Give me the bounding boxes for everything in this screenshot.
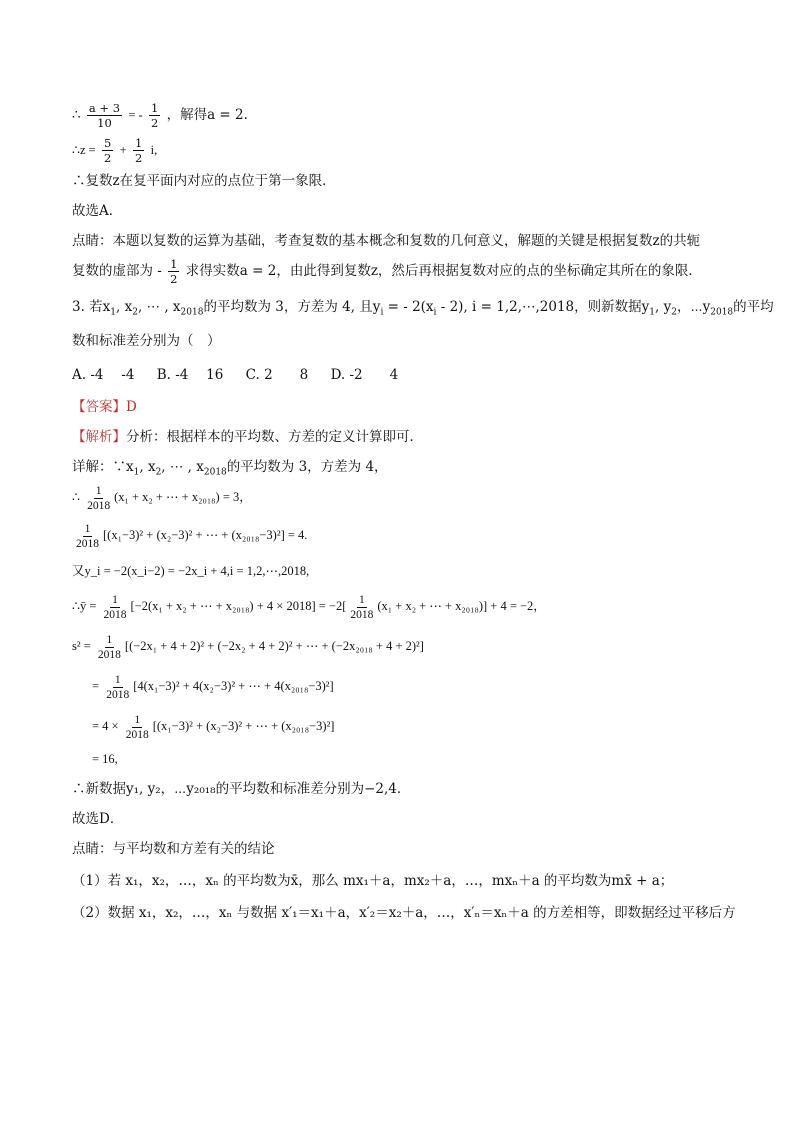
fraction: $\frac{1}{2018}$: [97, 633, 121, 661]
option-c: C. 2 8: [245, 367, 309, 383]
fraction: $\frac{1}{2018}$: [106, 673, 130, 701]
document-page: [72, 98, 774, 924]
fraction: $\frac{a + 3}{10}$: [88, 101, 121, 130]
question-3-line-1: 3. 若$x_1$, $x_2$, ⋯ , $x_{2018}$的平均数为 3，方差为 4, 且$y_i$ = - $2(x_i - 2)$, i = 1,2,⋯,2018，则新数据$y_1$, $y_2$，$\cdots y_{2018}$的平均: [72, 299, 774, 318]
fraction: $\frac{1}{2}$: [150, 101, 159, 130]
answer-choice-line: 故选A．: [72, 203, 123, 219]
option-b: B. -4 16: [156, 367, 224, 383]
therefore-symbol: ∴: [72, 107, 81, 123]
fraction: $\frac{1}{2018}$: [87, 484, 111, 512]
option-a: A. -4 -4: [72, 367, 135, 383]
note-heading: 点睛：与平均数和方差有关的结论: [72, 841, 275, 857]
option-d: D. -2 4: [330, 367, 399, 383]
note-item-2: （2）数据 x₁，x₂，…，xₙ 与数据 x′₁＝x₁＋a，x′₂＝x₂＋a，…，x′ₙ＝xₙ＋a 的方差相等，即数据经过平移后方: [72, 905, 736, 921]
equation-1: ∴ $\frac{1}{2018}$ (x₁ + x₂ + ⋯ + x₂₀₁₈) = 3，: [72, 484, 252, 512]
question-3-line-2: 数和标准差分别为（ ）: [72, 333, 221, 349]
fraction: $\frac{5}{2}$: [103, 136, 112, 165]
final-choice: 故选D．: [72, 811, 124, 827]
note-line-2: 复数的虚部为 - $\frac{1}{2}$ 求得实数a = 2，由此得到复数z，然后再根据复数对应的点的坐标确定其所在的象限．: [72, 257, 702, 286]
solution-line-2: ∴z = $\frac{5}{2}$ + $\frac{1}{2}$ i,: [72, 136, 158, 165]
detail-line: 详解：$\because x_1$, $x_2$, ⋯ , $x_{2018}$的平均数为 3，方差为 4，: [72, 459, 388, 478]
options-line: [72, 364, 732, 386]
fraction: $\frac{1}{2}$: [170, 257, 178, 286]
equation-8: = 16,: [92, 752, 118, 766]
conclusion-line: ∴复数z在复平面内对应的点位于第一象限．: [72, 173, 336, 189]
analysis-tag: 【解析】: [72, 429, 126, 445]
analysis-line: 【解析】分析：根据样本的平均数、方差的定义计算即可．: [72, 429, 423, 445]
note-item-1: （1）若 x₁，x₂，…，xₙ 的平均数为x̄，那么 mx₁＋a，mx₂＋a，…，mxₙ＋a 的平均数为mx̄ + a；: [72, 873, 674, 889]
equation-6: = $\frac{1}{2018}$ [4(x₁−3)² + 4(x₂−3)² + ⋯ + 4(x₂₀₁₈−3)²]: [92, 673, 334, 701]
equation-5: s² = $\frac{1}{2018}$ [(−2x₁ + 4 + 2)² + (−2x₂ + 4 + 2)² + ⋯ + (−2x₂₀₁₈ + 4 + 2)²]: [72, 633, 424, 661]
fraction: $\frac{1}{2}$: [134, 136, 143, 165]
fraction: $\frac{1}{2018}$: [103, 593, 127, 621]
fraction: $\frac{1}{2018}$: [125, 713, 149, 741]
equation-2: $\frac{1}{2018}$ [(x₁−3)² + (x₂−3)² + ⋯ + (x₂₀₁₈−3)²] = 4.: [76, 522, 308, 550]
equation-4: ∴ȳ = $\frac{1}{2018}$ [−2(x₁ + x₂ + ⋯ + x₂₀₁₈) + 4 × 2018] = −2[ $\frac{1}{2018}$ (x₁ + x₂ + ⋯ + x₂₀₁₈)] + 4 = −2，: [72, 593, 546, 621]
note-line-1: 点睛：本题以复数的运算为基础，考查复数的基本概念和复数的几何意义，解题的关键是根据复数z的共轭: [72, 233, 701, 249]
answer-label: 【答案】D: [72, 399, 137, 415]
equation-3: 又y_i = −2(x_i−2) = −2x_i + 4,i = 1,2,⋯,2018,: [72, 564, 310, 578]
final-conclusion: ∴新数据y₁, y₂，⋯y₂₀₁₈的平均数和标准差分别为−2,4．: [72, 781, 411, 797]
fraction: $\frac{1}{2018}$: [350, 593, 374, 621]
solution-line-1: ∴ $\frac{a + 3}{10}$ = - $\frac{1}{2}$ ，解得a = 2.: [72, 101, 248, 130]
equation-7: = 4 × $\frac{1}{2018}$ [(x₁−3)² + (x₂−3)² + ⋯ + (x₂₀₁₈−3)²]: [92, 713, 335, 741]
fraction: $\frac{1}{2018}$: [76, 522, 99, 550]
